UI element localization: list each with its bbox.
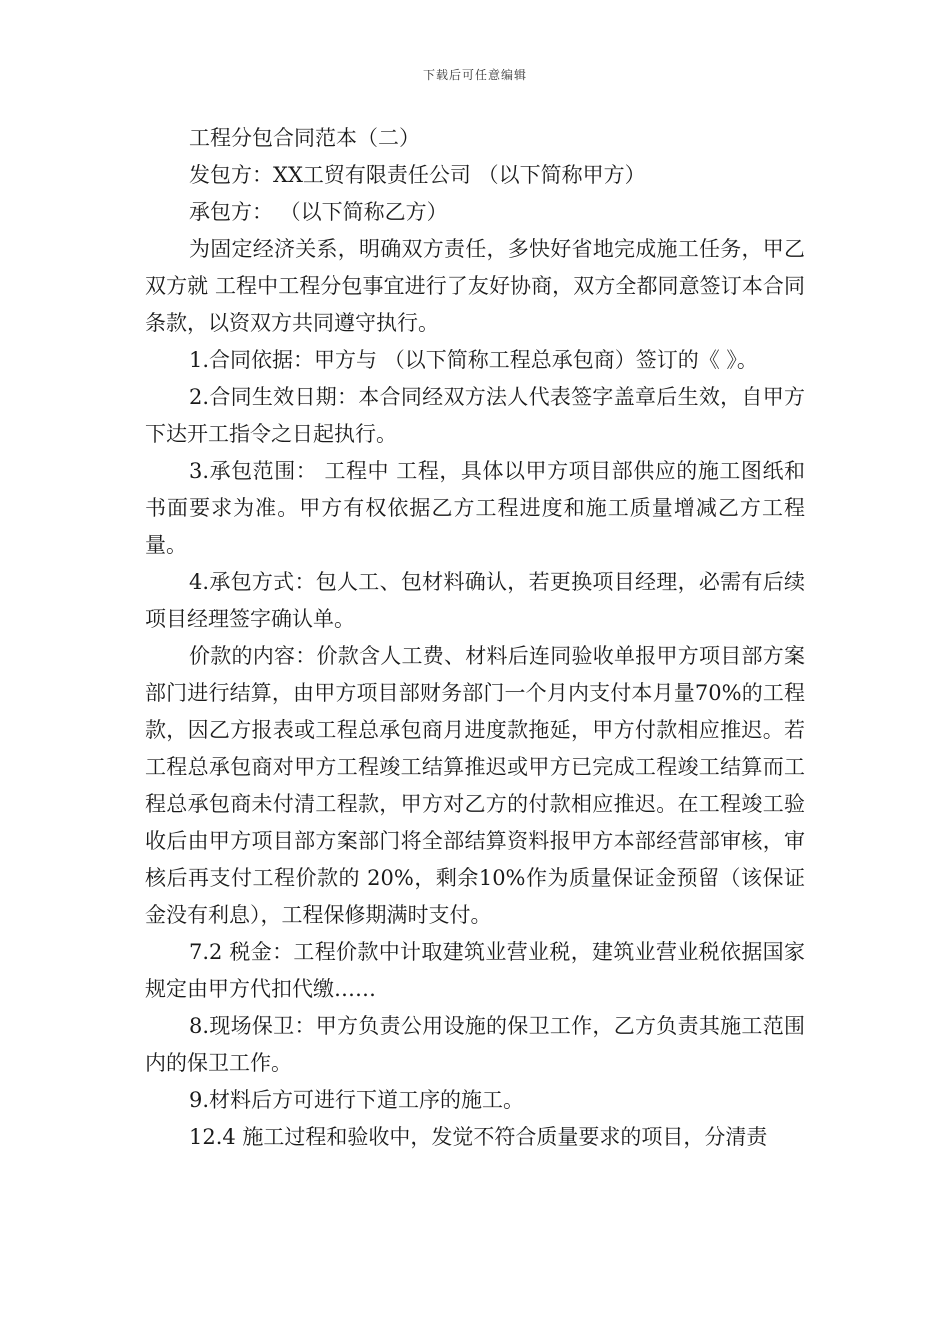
- party-employer: 发包方：XX工贸有限责任公司 （以下简称甲方）: [189, 163, 646, 187]
- paragraph-price-content: 价款的内容：价款含人工费、材料后连同验收单报甲方项目部方案部门进行结算，由甲方项目部财务部门一个月内支付本月量70%的工程款，因乙方报表或工程总承包商月进度款拖延，甲方付款相应推迟。若工程总承包商对甲方工程竣工结算推迟或甲方已完成工程竣工结算而工程总承包商未付清工程款，甲方对乙方的付款相应推迟。在工程竣工验收后由甲方项目部方案部门将全部结算资料报甲方本部经营部审核，审核后再支付工程价款的 20%，剩余10%作为质量保证金预留（该保证金没有利息），工程保修期满时支付。: [145, 644, 805, 927]
- paragraph-contract-method: 4.承包方式：包人工、包材料确认，若更换项目经理，必需有后续项目经理签字确认单。: [145, 570, 805, 631]
- document-title: 工程分包合同范本（二）: [189, 126, 420, 150]
- page-header-note: 下载后可任意编辑: [422, 68, 527, 82]
- paragraph-preamble: 为固定经济关系，明确双方责任，多快好省地完成施工任务，甲乙双方就 工程中工程分包事宜进行了友好协商，双方全都同意签订本合同条款，以资双方共同遵守执行。: [145, 237, 805, 335]
- paragraph-tax: 7.2 税金：工程价款中计取建筑业营业税，建筑业营业税依据国家规定由甲方代扣代缴……: [145, 940, 805, 1001]
- paragraph-effective-date: 2.合同生效日期：本合同经双方法人代表签字盖章后生效，自甲方下达开工指令之日起执行。: [145, 385, 805, 446]
- paragraph-scope: 3.承包范围： 工程中 工程，具体以甲方项目部供应的施工图纸和书面要求为准。甲方有权依据乙方工程进度和施工质量增减乙方工程量。: [145, 459, 805, 557]
- paragraph-contract-basis: 1.合同依据：甲方与 （以下简称工程总承包商）签订的《 》。: [189, 348, 758, 372]
- paragraph-site-security: 8.现场保卫：甲方负责公用设施的保卫工作，乙方负责其施工范围内的保卫工作。: [145, 1014, 805, 1075]
- document-body: [145, 120, 805, 1156]
- party-contractor: 承包方： （以下简称乙方）: [189, 200, 448, 224]
- paragraph-materials: 9.材料后方可进行下道工序的施工。: [189, 1088, 525, 1112]
- paragraph-quality-inspection: 12.4 施工过程和验收中，发觉不符合质量要求的项目，分清责: [189, 1125, 768, 1149]
